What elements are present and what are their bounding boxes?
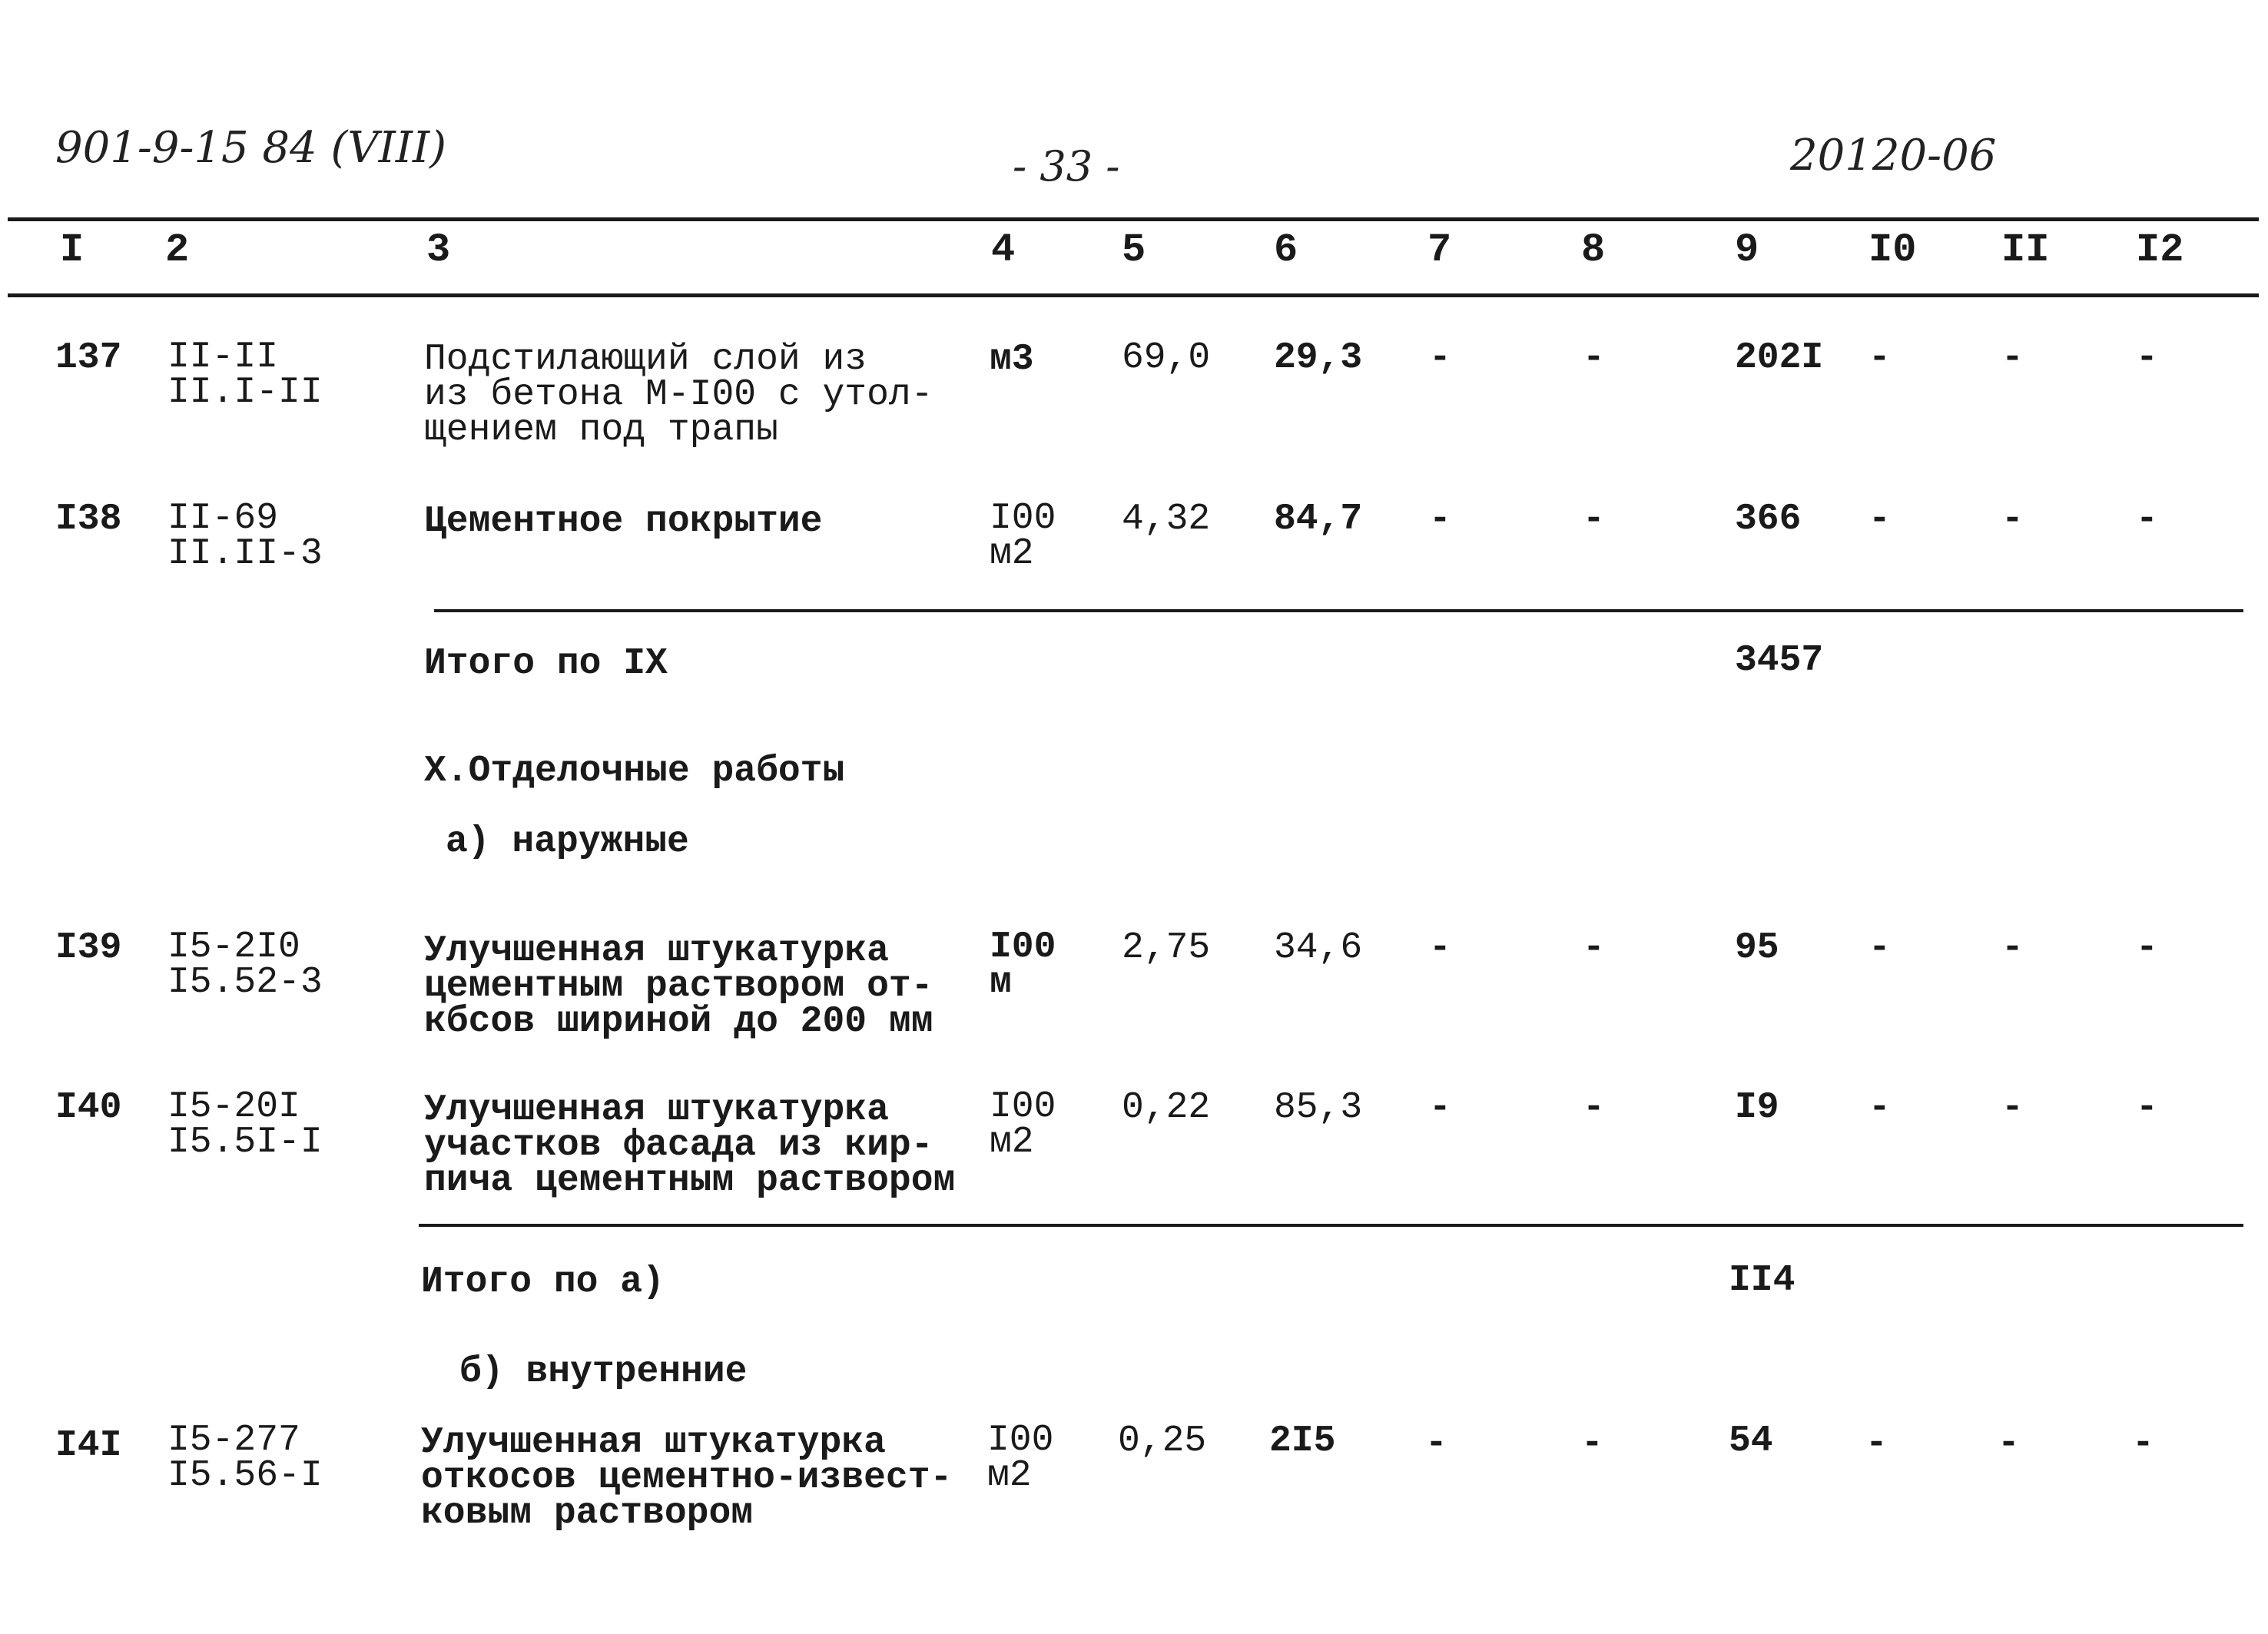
col10-value: - bbox=[1868, 927, 1891, 969]
col12-value: - bbox=[2132, 1423, 2154, 1464]
column-header-6: 6 bbox=[1274, 227, 1298, 273]
col11-value: - bbox=[2001, 499, 2024, 540]
col12-value: - bbox=[2136, 499, 2158, 540]
col10-value: - bbox=[1868, 337, 1891, 379]
subtotal-rule bbox=[434, 609, 2243, 612]
work-description: Подстилающий слой из из бетона М-I00 с утол- щением под трапы bbox=[424, 339, 933, 451]
work-description: Цементное покрытие bbox=[424, 501, 823, 542]
column-header-5: 5 bbox=[1122, 227, 1146, 273]
subtotal-a-label: Итого по а) bbox=[421, 1261, 665, 1303]
column-header-3: 3 bbox=[426, 227, 451, 273]
column-header-11: II bbox=[2001, 227, 2050, 273]
quantity: 0,22 bbox=[1122, 1087, 1211, 1129]
quantity: 69,0 bbox=[1122, 337, 1211, 379]
total-cost: 54 bbox=[1729, 1420, 1773, 1462]
col10-value: - bbox=[1868, 499, 1891, 540]
unit: I00 м2 bbox=[990, 498, 1056, 575]
row-number: I39 bbox=[55, 927, 122, 969]
col11-value: - bbox=[1998, 1423, 2020, 1464]
subtotal-ix-label: Итого по IX bbox=[424, 643, 668, 684]
total-cost: 202I bbox=[1735, 337, 1824, 379]
row-number: I40 bbox=[55, 1087, 122, 1129]
subsection-exterior: а) наружные bbox=[446, 821, 689, 863]
work-description: Улучшенная штукатурка откосов цементно-извест- ковым раствором bbox=[421, 1422, 953, 1534]
col7-value: - bbox=[1429, 499, 1451, 540]
quantity: 0,25 bbox=[1118, 1420, 1207, 1462]
unit-price: 2I5 bbox=[1269, 1420, 1336, 1462]
column-header-2: 2 bbox=[165, 227, 190, 273]
header-bottom-rule bbox=[8, 293, 2259, 297]
column-header-8: 8 bbox=[1581, 227, 1606, 273]
column-header-1: I bbox=[60, 227, 85, 273]
total-cost: 366 bbox=[1735, 499, 1802, 540]
norm-code: II-69 II.II-3 bbox=[167, 498, 323, 575]
subtotal-ix-value: 3457 bbox=[1735, 640, 1824, 681]
unit: I00 м2 bbox=[990, 1086, 1056, 1163]
reference-number: 20120-06 bbox=[1790, 131, 1997, 181]
col8-value: - bbox=[1581, 1423, 1603, 1464]
unit: I00 м2 bbox=[987, 1420, 1054, 1496]
unit-price: 29,3 bbox=[1274, 337, 1363, 379]
col7-value: - bbox=[1425, 1423, 1447, 1464]
col12-value: - bbox=[2136, 927, 2158, 969]
row-number: I38 bbox=[55, 499, 122, 540]
row-number: 137 bbox=[55, 337, 122, 379]
col7-value: - bbox=[1429, 1087, 1451, 1129]
col11-value: - bbox=[2001, 1087, 2024, 1129]
col8-value: - bbox=[1583, 927, 1605, 969]
norm-code: I5-277 I5.56-I bbox=[167, 1420, 323, 1496]
col11-value: - bbox=[2001, 927, 2024, 969]
col7-value: - bbox=[1429, 927, 1451, 969]
col12-value: - bbox=[2136, 1087, 2158, 1129]
col10-value: - bbox=[1865, 1423, 1888, 1464]
col10-value: - bbox=[1868, 1087, 1891, 1129]
column-header-10: I0 bbox=[1868, 227, 1917, 273]
col12-value: - bbox=[2136, 337, 2158, 379]
column-header-4: 4 bbox=[991, 227, 1016, 273]
quantity: 2,75 bbox=[1122, 927, 1211, 969]
table-top-rule bbox=[8, 217, 2259, 221]
subsection-interior: б) внутренние bbox=[459, 1351, 748, 1393]
work-description: Улучшенная штукатурка цементным раствором от- кбсов шириной до 200 мм bbox=[424, 930, 933, 1042]
norm-code: I5-20I I5.5I-I bbox=[167, 1086, 323, 1163]
page-number: - 33 - bbox=[1013, 142, 1120, 191]
row-number: I4I bbox=[55, 1425, 122, 1467]
unit: м3 bbox=[990, 339, 1034, 380]
column-header-9: 9 bbox=[1735, 227, 1759, 273]
norm-code: II-II II.I-II bbox=[167, 336, 323, 413]
unit: I00 м bbox=[990, 926, 1056, 1003]
section-title: Х.Отделочные работы bbox=[424, 751, 845, 792]
norm-code: I5-2I0 I5.52-3 bbox=[167, 926, 323, 1003]
column-header-12: I2 bbox=[2136, 227, 2184, 273]
col8-value: - bbox=[1583, 499, 1605, 540]
work-description: Улучшенная штукатурка участков фасада из кир- пича цементным раствором bbox=[424, 1089, 956, 1201]
column-header-7: 7 bbox=[1427, 227, 1452, 273]
quantity: 4,32 bbox=[1122, 499, 1211, 540]
col7-value: - bbox=[1429, 337, 1451, 379]
subtotal-rule bbox=[419, 1224, 2243, 1227]
col11-value: - bbox=[2001, 337, 2024, 379]
total-cost: I9 bbox=[1735, 1087, 1779, 1129]
subtotal-a-value: II4 bbox=[1729, 1260, 1796, 1301]
unit-price: 84,7 bbox=[1274, 499, 1363, 540]
total-cost: 95 bbox=[1735, 927, 1779, 969]
unit-price: 34,6 bbox=[1274, 927, 1363, 969]
unit-price: 85,3 bbox=[1274, 1087, 1363, 1129]
col8-value: - bbox=[1583, 337, 1605, 379]
document-code: 901-9-15 84 (VIII) bbox=[55, 123, 446, 173]
col8-value: - bbox=[1583, 1087, 1605, 1129]
